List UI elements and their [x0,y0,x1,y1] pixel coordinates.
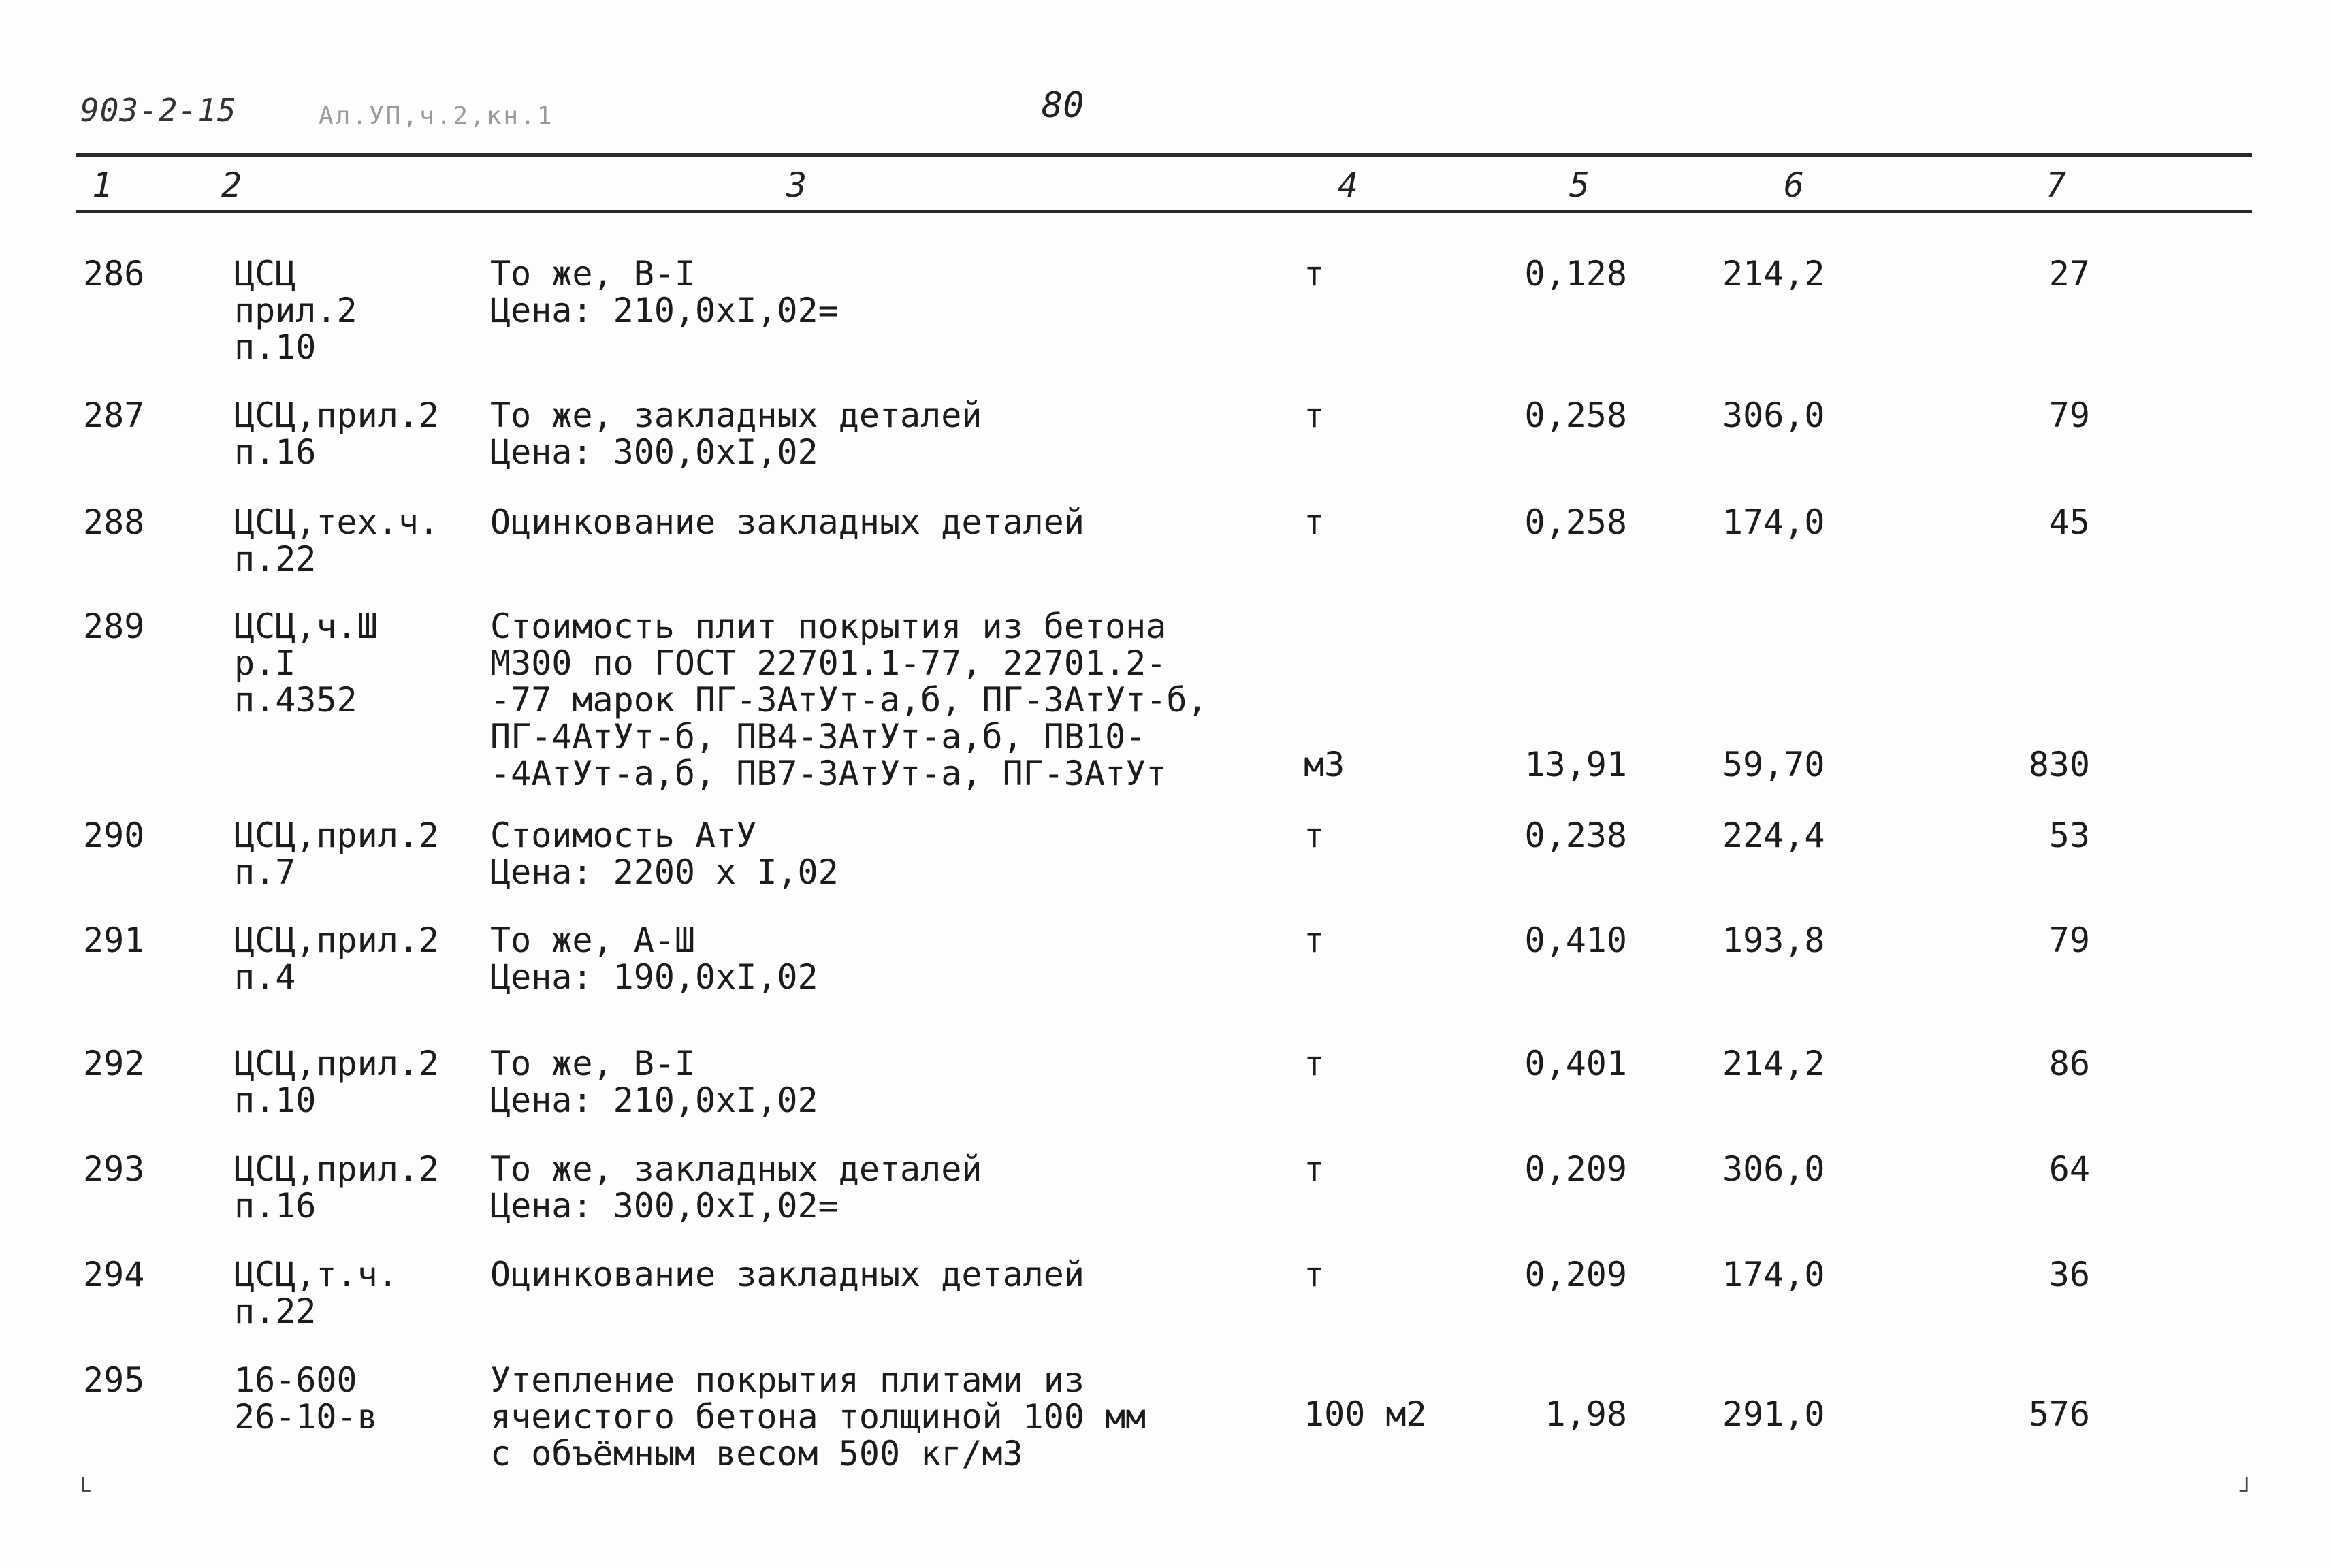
unit-cell: м3 [1304,745,1345,784]
description-cell [490,1151,982,1224]
column-number: 5 [1569,165,1590,205]
unit-price-cell: 306,0 [1722,1149,1825,1189]
cell-line: ЦСЦ,прил.2 [234,396,440,435]
cell-line: ЦСЦ,тех.ч. [234,502,440,542]
row-number: 286 [83,254,145,293]
row-number: 293 [83,1149,145,1189]
unit-cell: т [1304,816,1325,855]
cell-line: ЦСЦ [234,254,296,293]
unit-price-cell: 214,2 [1722,254,1825,293]
cell-line: ячеистого бетона толщиной 100 мм [490,1397,1146,1437]
cell-line: Цена: 210,0хI,02= [490,291,839,330]
unit-price-cell: 306,0 [1722,396,1825,435]
cell-line: То же, закладных деталей [490,396,982,435]
cell-line: прил.2 [234,291,357,330]
quantity-cell: 0,209 [1524,1149,1627,1189]
column-number: 1 [92,165,113,205]
cell-line: п.22 [234,1292,317,1331]
description-cell [490,397,982,470]
cell-line: ЦСЦ,прил.2 [234,921,440,960]
column-number: 3 [786,165,807,205]
description-cell [490,817,839,891]
description-cell [490,255,839,329]
cell-line: Оцинкование закладных деталей [490,1255,1084,1294]
cell-line: р.I [234,643,296,683]
unit-price-cell: 174,0 [1722,1255,1825,1294]
total-cost-cell: 27 [2048,254,2090,293]
cell-line: п.10 [234,1081,317,1120]
quantity-cell: 1,98 [1545,1394,1627,1434]
cell-line: с объёмным весом 500 кг/м3 [490,1434,1023,1473]
cell-line: Утепление покрытия плитами из [490,1360,1084,1400]
basis-cell [234,1256,398,1330]
total-cost-cell: 86 [2048,1044,2090,1083]
cell-line: Цена: 2200 х I,02 [490,852,839,892]
cell-line: То же, А-Ш [490,921,696,960]
unit-cell: т [1304,1255,1325,1294]
cell-line: п.4352 [234,680,357,720]
cell-line: Оцинкование закладных деталей [490,502,1084,542]
cell-line: То же, закладных деталей [490,1149,982,1189]
total-cost-cell: 53 [2048,816,2090,855]
cell-line: Цена: 300,0хI,02= [490,1186,839,1226]
row-number: 292 [83,1044,145,1083]
quantity-cell: 0,401 [1524,1044,1627,1083]
total-cost-cell: 45 [2048,502,2090,542]
basis-cell [234,397,439,470]
unit-cell: т [1304,1044,1325,1083]
cell-line: ЦСЦ,т.ч. [234,1255,398,1294]
unit-cell: т [1304,502,1325,542]
cell-line: -77 марок ПГ-3АтУт-а,б, ПГ-3АтУт-б, [490,680,1208,720]
unit-cell: т [1304,921,1325,960]
total-cost-cell: 576 [2028,1394,2090,1434]
document-code: 903-2-15 [80,92,237,129]
cell-line: То же, В-I [490,1044,696,1083]
quantity-cell: 13,91 [1524,745,1627,784]
quantity-cell: 0,258 [1524,396,1627,435]
description-cell [490,1256,1084,1293]
row-number: 287 [83,396,145,435]
cell-line: Цена: 190,0хI,02 [490,957,818,997]
quantity-cell: 0,410 [1524,921,1627,960]
quantity-cell: 0,128 [1524,254,1627,293]
cell-line: 26-10-в [234,1397,378,1437]
quantity-cell: 0,258 [1524,502,1627,542]
page-number: 80 [1042,85,1084,126]
cell-line: ЦСЦ,прил.2 [234,816,440,855]
unit-price-cell: 291,0 [1722,1394,1825,1434]
unit-cell: т [1304,1149,1325,1189]
description-cell [490,1045,818,1119]
total-cost-cell: 64 [2048,1149,2090,1189]
unit-price-cell: 224,4 [1722,816,1825,855]
column-number: 2 [221,165,242,205]
basis-cell [234,1362,378,1435]
description-cell [490,504,1084,541]
basis-cell [234,817,439,891]
cell-line: -4АтУт-а,б, ПВ7-3АтУт-а, ПГ-3АтУт [490,754,1167,793]
row-number: 294 [83,1255,145,1294]
cell-line: п.10 [234,327,317,367]
basis-cell [234,1151,439,1224]
cell-line: п.4 [234,957,296,997]
unit-cell: 100 м2 [1304,1394,1427,1434]
cell-line: ЦСЦ,ч.Ш [234,607,378,646]
total-cost-cell: 830 [2028,745,2090,784]
cell-line: п.7 [234,852,296,892]
cell-line: п.16 [234,432,317,472]
row-number: 295 [83,1360,145,1400]
quantity-cell: 0,209 [1524,1255,1627,1294]
corner-mark-left: └ [76,1477,91,1505]
row-number: 291 [83,921,145,960]
description-cell [490,1362,1146,1472]
cell-line: п.16 [234,1186,317,1226]
cell-line: Цена: 210,0хI,02 [490,1081,818,1120]
cell-line: Стоимость плит покрытия из бетона [490,607,1167,646]
total-cost-cell: 79 [2048,921,2090,960]
corner-mark-right: ┘ [2240,1477,2254,1505]
basis-cell [234,504,439,577]
total-cost-cell: 79 [2048,396,2090,435]
cell-line: Цена: 300,0хI,02 [490,432,818,472]
cell-line: Стоимость АтУ [490,816,757,855]
basis-cell [234,1045,439,1119]
row-number: 288 [83,502,145,542]
basis-cell [234,255,357,366]
cell-line: ПГ-4АтУт-б, ПВ4-3АтУт-а,б, ПВ10- [490,717,1146,756]
column-number: 6 [1784,165,1805,205]
total-cost-cell: 36 [2048,1255,2090,1294]
unit-price-cell: 193,8 [1722,921,1825,960]
row-number: 289 [83,607,145,646]
unit-cell: т [1304,396,1325,435]
unit-cell: т [1304,254,1325,293]
column-number: 7 [2046,165,2067,205]
quantity-cell: 0,238 [1524,816,1627,855]
cell-line: М300 по ГОСТ 22701.1-77, 22701.2- [490,643,1167,683]
description-cell [490,608,1208,792]
unit-price-cell: 59,70 [1722,745,1825,784]
unit-price-cell: 174,0 [1722,502,1825,542]
cell-line: п.22 [234,539,317,579]
unit-price-cell: 214,2 [1722,1044,1825,1083]
cell-line: То же, В-I [490,254,696,293]
description-cell [490,922,818,995]
basis-cell [234,608,378,718]
cell-line: ЦСЦ,прил.2 [234,1044,440,1083]
document-reference: Ал.УП,ч.2,кн.1 [319,102,554,130]
cell-line: 16-600 [234,1360,357,1400]
basis-cell [234,922,439,995]
cell-line: ЦСЦ,прил.2 [234,1149,440,1189]
row-number: 290 [83,816,145,855]
column-number: 4 [1338,165,1359,205]
